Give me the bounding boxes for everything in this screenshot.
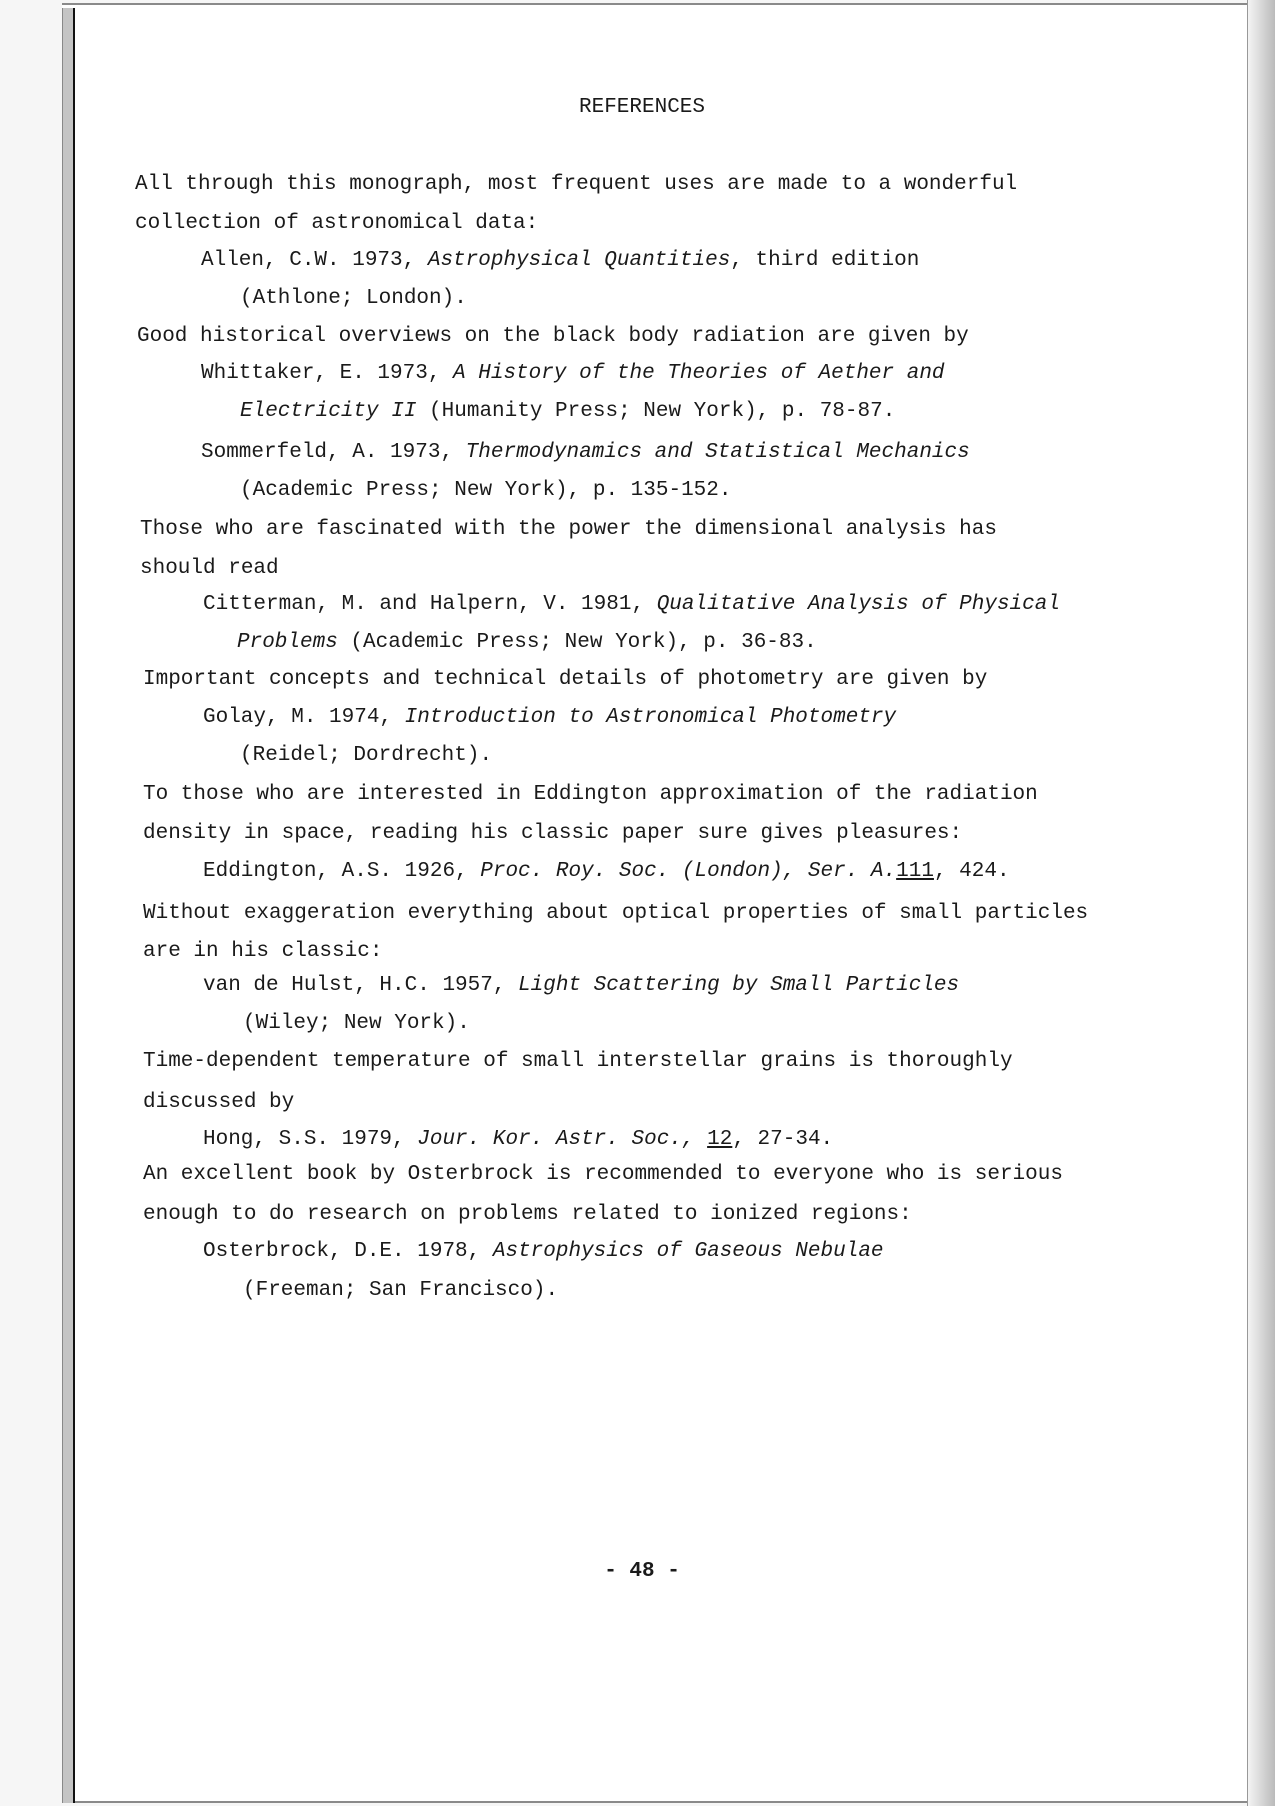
text-segment: All through this monograph, most frequent uses are made to a wonderful bbox=[135, 173, 1018, 196]
text-line bbox=[240, 744, 492, 768]
text-line bbox=[240, 287, 467, 311]
text-line bbox=[143, 1163, 1063, 1187]
text-line bbox=[243, 1012, 470, 1036]
text-line bbox=[243, 1279, 558, 1303]
text-line bbox=[143, 1050, 1013, 1074]
text-segment: enough to do research on problems related to ionized regions: bbox=[143, 1203, 912, 1226]
title-text: Electricity II bbox=[240, 400, 417, 423]
text-line bbox=[203, 1240, 884, 1264]
text-segment: , 27-34. bbox=[732, 1128, 834, 1151]
text-segment: (Reidel; Dordrecht). bbox=[240, 744, 493, 767]
title-text: Light Scattering by Small Particles bbox=[518, 974, 960, 997]
text-segment: Hong, S.S. 1979, bbox=[203, 1128, 418, 1151]
text-line bbox=[135, 212, 538, 236]
text-segment: Whittaker, E. 1973, bbox=[201, 362, 454, 385]
text-line bbox=[240, 479, 731, 503]
text-line bbox=[201, 249, 919, 273]
text-segment: Citterman, M. and Halpern, V. 1981, bbox=[203, 593, 657, 616]
text-line bbox=[135, 173, 1017, 197]
text-line bbox=[143, 1203, 912, 1227]
text-line bbox=[203, 860, 1010, 884]
page-title: REFERENCES bbox=[578, 96, 706, 119]
text-line bbox=[203, 1128, 833, 1152]
text-line bbox=[140, 557, 279, 581]
title-text: Proc. Roy. Soc. (London), Ser. A. bbox=[480, 860, 897, 883]
text-segment: Osterbrock, D.E. 1978, bbox=[203, 1240, 493, 1263]
text-segment: collection of astronomical data: bbox=[135, 212, 539, 235]
text-line bbox=[140, 518, 997, 542]
text-segment: Time-dependent temperature of small interstellar grains is thoroughly bbox=[143, 1050, 1013, 1073]
text-segment: Sommerfeld, A. 1973, bbox=[201, 441, 466, 464]
title-text: Jour. Kor. Astr. Soc., bbox=[417, 1128, 708, 1151]
text-line bbox=[201, 362, 945, 386]
text-segment: To those who are interested in Eddington approximation of the radiation bbox=[143, 783, 1038, 806]
text-line bbox=[143, 822, 962, 846]
title-text: Astrophysics of Gaseous Nebulae bbox=[492, 1240, 884, 1263]
text-segment: (Academic Press; New York), p. 36-83. bbox=[337, 631, 817, 654]
text-segment: , third edition bbox=[730, 249, 920, 272]
text-line bbox=[143, 902, 1088, 926]
title-text: Problems bbox=[237, 631, 338, 654]
text-segment: Without exaggeration everything about optical properties of small particles bbox=[143, 902, 1089, 925]
text-segment: Important concepts and technical details of photometry are given by bbox=[143, 668, 988, 691]
text-line bbox=[143, 783, 1038, 807]
text-segment: (Athlone; London). bbox=[240, 287, 467, 310]
text-line bbox=[143, 940, 382, 964]
text-segment: Eddington, A.S. 1926, bbox=[203, 860, 481, 883]
text-segment: An excellent book by Osterbrock is recommended to everyone who is serious bbox=[143, 1163, 1063, 1186]
text-line bbox=[203, 706, 896, 730]
title-text: Thermodynamics and Statistical Mechanics bbox=[465, 441, 970, 464]
text-line bbox=[203, 593, 1060, 617]
page-edge-left bbox=[62, 8, 75, 1803]
text-segment: Good historical overviews on the black body radiation are given by bbox=[137, 325, 969, 348]
text-line bbox=[240, 400, 895, 424]
title-text: Qualitative Analysis of Physical bbox=[656, 593, 1060, 616]
volume-number: 12 bbox=[707, 1128, 733, 1151]
text-segment: discussed by bbox=[143, 1091, 295, 1114]
text-segment: density in space, reading his classic paper sure gives pleasures: bbox=[143, 822, 963, 845]
text-segment: should read bbox=[140, 557, 279, 580]
text-line bbox=[137, 325, 969, 349]
text-segment: Those who are fascinated with the power the dimensional analysis has bbox=[140, 518, 997, 541]
text-line bbox=[203, 974, 959, 998]
text-segment: are in his classic: bbox=[143, 940, 383, 963]
text-segment: Golay, M. 1974, bbox=[203, 706, 405, 729]
text-segment: (Academic Press; New York), p. 135-152. bbox=[240, 479, 732, 502]
text-segment: (Freeman; San Francisco). bbox=[243, 1279, 559, 1302]
title-text: A History of the Theories of Aether and bbox=[453, 362, 945, 385]
title-text: Astrophysical Quantities bbox=[427, 249, 731, 272]
document-page bbox=[62, 3, 1247, 1803]
text-line bbox=[143, 668, 987, 692]
page-edge-right bbox=[1247, 0, 1275, 1806]
title-text: Introduction to Astronomical Photometry bbox=[404, 706, 897, 729]
text-line bbox=[237, 631, 817, 655]
text-segment: (Humanity Press; New York), p. 78-87. bbox=[416, 400, 896, 423]
volume-number: 111 bbox=[896, 860, 934, 883]
text-segment: Allen, C.W. 1973, bbox=[201, 249, 428, 272]
text-line bbox=[201, 441, 970, 465]
page-number: - 48 - bbox=[604, 1560, 680, 1583]
text-segment: (Wiley; New York). bbox=[243, 1012, 470, 1035]
text-segment: , 424. bbox=[933, 860, 1010, 883]
text-segment: van de Hulst, H.C. 1957, bbox=[203, 974, 519, 997]
text-line bbox=[143, 1091, 294, 1115]
